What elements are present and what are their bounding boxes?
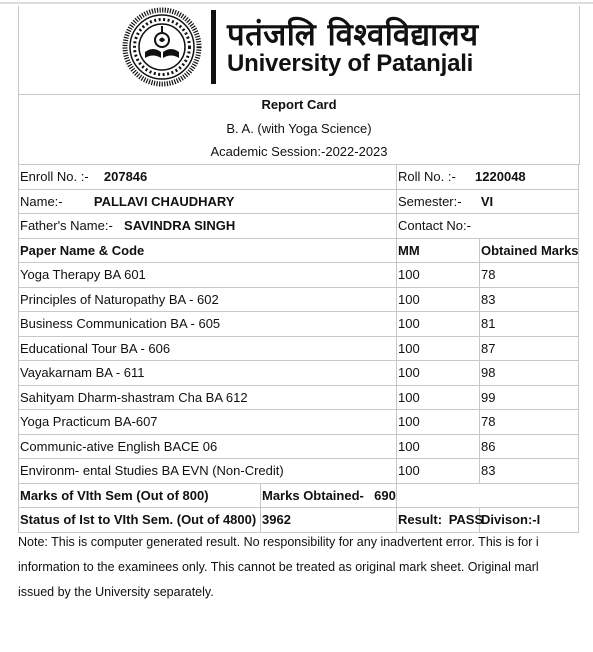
table-row xyxy=(19,459,579,484)
roll-label: Roll No. :- xyxy=(398,169,456,185)
enroll-cell xyxy=(19,165,397,190)
father-row xyxy=(19,214,579,239)
obtained-marks: 78 xyxy=(480,263,579,288)
table-row xyxy=(19,263,579,288)
father-cell xyxy=(19,214,397,239)
max-marks: 100 xyxy=(397,434,480,459)
semester-marks-row xyxy=(19,483,579,508)
top-border xyxy=(0,2,593,4)
paper-name: Business Communication BA - 605 xyxy=(19,312,397,337)
name-row xyxy=(19,189,579,214)
table-row xyxy=(19,434,579,459)
obtained-marks: 78 xyxy=(480,410,579,435)
paper-name: Yoga Therapy BA 601 xyxy=(19,263,397,288)
marks-obtained-value: 690 xyxy=(374,487,396,503)
university-name-english: University of Patanjali xyxy=(227,50,474,77)
name-value: PALLAVI CHAUDHARY xyxy=(93,193,235,209)
paper-name: Principles of Naturopathy BA - 602 xyxy=(19,287,397,312)
name-cell xyxy=(19,189,397,214)
max-marks: 100 xyxy=(397,336,480,361)
paper-header: Paper Name & Code xyxy=(19,238,397,263)
marks-obtained-label: Marks Obtained- xyxy=(262,487,364,503)
marks-obtained-cell xyxy=(261,483,397,508)
division-cell: Divison:-I xyxy=(480,508,579,533)
contact-cell xyxy=(397,214,579,239)
university-seal-icon xyxy=(123,8,201,86)
header-divider xyxy=(211,10,216,84)
table-row xyxy=(19,385,579,410)
max-marks: 100 xyxy=(397,263,480,288)
obtained-marks: 81 xyxy=(480,312,579,337)
program-name: B. A. (with Yoga Science) xyxy=(226,121,372,136)
university-header xyxy=(18,6,580,94)
report-card-table xyxy=(18,164,579,533)
paper-name: Communic-ative English BACE 06 xyxy=(19,434,397,459)
marks-header-row xyxy=(19,238,579,263)
note-line: issued by the University separately. xyxy=(18,585,214,599)
paper-name: Sahityam Dharm-shastram Cha BA 612 xyxy=(19,385,397,410)
semester-cell xyxy=(397,189,579,214)
max-marks: 100 xyxy=(397,385,480,410)
roll-cell xyxy=(397,165,579,190)
status-row xyxy=(19,508,579,533)
empty-cell xyxy=(397,483,579,508)
obtained-marks: 83 xyxy=(480,287,579,312)
name-label: Name:- xyxy=(20,193,63,209)
table-row xyxy=(19,336,579,361)
obtained-marks: 99 xyxy=(480,385,579,410)
obtained-header: Obtained Marks xyxy=(480,238,579,263)
note-line: Note: This is computer generated result. No responsibility for any inadvertent error. This is for i xyxy=(18,535,539,549)
status-label: Status of Ist to VIth Sem. (Out of 4800) xyxy=(19,508,261,533)
obtained-marks: 83 xyxy=(480,459,579,484)
enroll-label: Enroll No. :- xyxy=(20,169,89,185)
max-marks: 100 xyxy=(397,287,480,312)
obtained-marks: 98 xyxy=(480,361,579,386)
report-title-block xyxy=(18,94,580,165)
table-row xyxy=(19,287,579,312)
disclaimer-note xyxy=(18,530,593,605)
table-row xyxy=(19,312,579,337)
paper-name: Educational Tour BA - 606 xyxy=(19,336,397,361)
semester-label: Semester:- xyxy=(398,193,462,209)
result-value: PASS xyxy=(448,512,484,528)
obtained-marks: 87 xyxy=(480,336,579,361)
table-row xyxy=(19,361,579,386)
report-title: Report Card xyxy=(261,97,337,112)
max-marks: 100 xyxy=(397,361,480,386)
enroll-value: 207846 xyxy=(103,169,148,185)
enroll-row xyxy=(19,165,579,190)
paper-name: Yoga Practicum BA-607 xyxy=(19,410,397,435)
result-cell xyxy=(397,508,484,533)
semester-marks-label: Marks of VIth Sem (Out of 800) xyxy=(19,483,261,508)
result-label: Result: xyxy=(398,512,443,528)
university-name-hindi: पतंजलि विश्वविद्यालय xyxy=(227,17,479,53)
roll-value: 1220048 xyxy=(475,169,526,185)
father-value: SAVINDRA SINGH xyxy=(124,218,236,234)
contact-label: Contact No:- xyxy=(398,218,471,234)
max-marks: 100 xyxy=(397,312,480,337)
max-marks: 100 xyxy=(397,459,480,484)
obtained-marks: 86 xyxy=(480,434,579,459)
note-line: information to the examinees only. This cannot be treated as original mark sheet. Original marl xyxy=(18,560,539,574)
academic-session: Academic Session:-2022-2023 xyxy=(210,144,388,159)
status-value: 3962 xyxy=(261,508,397,533)
father-label: Father's Name:- xyxy=(20,218,113,234)
max-marks: 100 xyxy=(397,410,480,435)
table-row xyxy=(19,410,579,435)
paper-name: Environm- ental Studies BA EVN (Non-Credit) xyxy=(19,459,397,484)
paper-name: Vayakarnam BA - 611 xyxy=(19,361,397,386)
mm-header: MM xyxy=(397,238,480,263)
semester-value: VI xyxy=(480,193,494,209)
